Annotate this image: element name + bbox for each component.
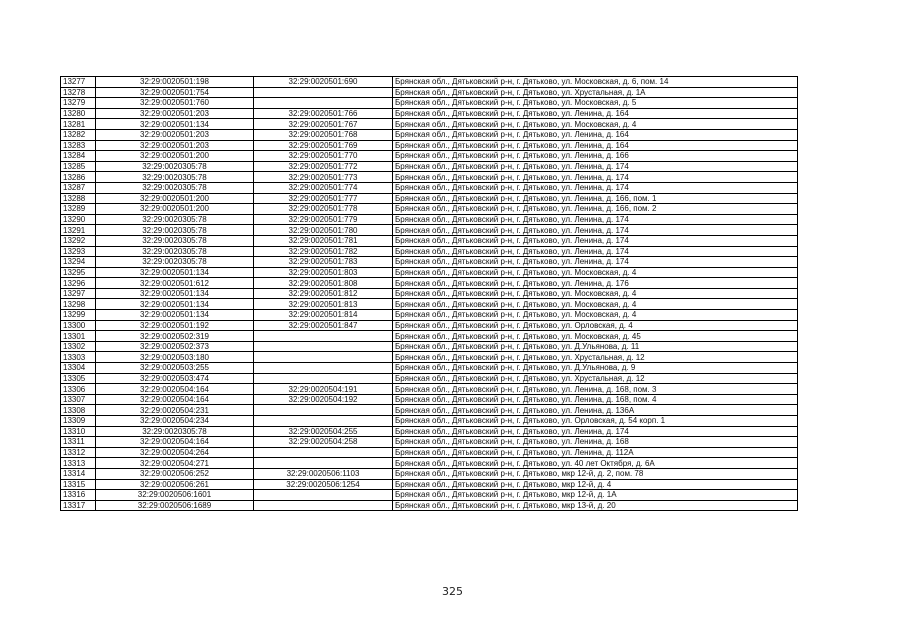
object-number-cell: [254, 458, 393, 469]
table-row: [61, 119, 798, 130]
address-cell: Брянская обл., Дятьковский р-н, г. Дятьково, ул. Московская, д. 45: [393, 331, 798, 342]
parcel-number-cell: 32:29:0020503:255: [96, 363, 254, 374]
table-row: [61, 87, 798, 98]
parcel-number-cell: 32:29:0020305:78: [96, 225, 254, 236]
parcel-number-cell: 32:29:0020504:231: [96, 405, 254, 416]
row-number-cell: 13289: [61, 204, 96, 215]
parcel-number-cell: 32:29:0020501:203: [96, 108, 254, 119]
table-row: [61, 214, 798, 225]
parcel-number-cell: 32:29:0020501:134: [96, 288, 254, 299]
object-number-cell: [254, 331, 393, 342]
row-number-cell: 13300: [61, 320, 96, 331]
row-number-cell: 13284: [61, 151, 96, 162]
address-cell: Брянская обл., Дятьковский р-н, г. Дятьково, ул. Московская, д. 4: [393, 119, 798, 130]
object-number-cell: 32:29:0020504:192: [254, 394, 393, 405]
parcel-number-cell: 32:29:0020305:78: [96, 182, 254, 193]
parcel-number-cell: 32:29:0020501:203: [96, 129, 254, 140]
object-number-cell: [254, 352, 393, 363]
parcel-number-cell: 32:29:0020503:180: [96, 352, 254, 363]
row-number-cell: 13316: [61, 490, 96, 501]
parcel-number-cell: 32:29:0020504:271: [96, 458, 254, 469]
object-number-cell: 32:29:0020501:780: [254, 225, 393, 236]
table-row: [61, 246, 798, 257]
row-number-cell: 13317: [61, 500, 96, 511]
object-number-cell: 32:29:0020501:772: [254, 161, 393, 172]
object-number-cell: 32:29:0020501:808: [254, 278, 393, 289]
object-number-cell: 32:29:0020501:767: [254, 119, 393, 130]
parcel-number-cell: 32:29:0020504:164: [96, 437, 254, 448]
table-row: [61, 299, 798, 310]
address-cell: Брянская обл., Дятьковский р-н, г. Дятьково, ул. Ленина, д. 166, пом. 1: [393, 193, 798, 204]
object-number-cell: [254, 98, 393, 109]
row-number-cell: 13314: [61, 468, 96, 479]
parcel-number-cell: 32:29:0020502:373: [96, 341, 254, 352]
table-row: [61, 98, 798, 109]
object-number-cell: 32:29:0020501:813: [254, 299, 393, 310]
address-cell: Брянская обл., Дятьковский р-н, г. Дятьково, ул. Ленина, д. 174: [393, 257, 798, 268]
object-number-cell: 32:29:0020501:778: [254, 204, 393, 215]
parcel-number-cell: 32:29:0020501:200: [96, 204, 254, 215]
row-number-cell: 13295: [61, 267, 96, 278]
object-number-cell: 32:29:0020501:847: [254, 320, 393, 331]
table-row: [61, 151, 798, 162]
row-number-cell: 13313: [61, 458, 96, 469]
parcel-number-cell: 32:29:0020305:78: [96, 257, 254, 268]
parcel-number-cell: 32:29:0020501:134: [96, 299, 254, 310]
row-number-cell: 13305: [61, 373, 96, 384]
row-number-cell: 13287: [61, 182, 96, 193]
row-number-cell: 13281: [61, 119, 96, 130]
address-cell: Брянская обл., Дятьковский р-н, г. Дятьково, ул. Ленина, д. 174: [393, 426, 798, 437]
parcel-number-cell: 32:29:0020504:164: [96, 394, 254, 405]
table-row: [61, 310, 798, 321]
address-cell: Брянская обл., Дятьковский р-н, г. Дятьково, ул. Ленина, д. 166, пом. 2: [393, 204, 798, 215]
object-number-cell: [254, 490, 393, 501]
row-number-cell: 13285: [61, 161, 96, 172]
parcel-number-cell: 32:29:0020504:164: [96, 384, 254, 395]
object-number-cell: 32:29:0020501:782: [254, 246, 393, 257]
table-row: [61, 77, 798, 88]
table-row: [61, 288, 798, 299]
parcel-number-cell: 32:29:0020506:261: [96, 479, 254, 490]
parcel-number-cell: 32:29:0020501:198: [96, 77, 254, 88]
object-number-cell: 32:29:0020501:690: [254, 77, 393, 88]
object-number-cell: 32:29:0020501:766: [254, 108, 393, 119]
object-number-cell: 32:29:0020506:1254: [254, 479, 393, 490]
object-number-cell: 32:29:0020501:814: [254, 310, 393, 321]
parcel-number-cell: 32:29:0020305:78: [96, 161, 254, 172]
table-row: [61, 468, 798, 479]
table-row: [61, 320, 798, 331]
address-cell: Брянская обл., Дятьковский р-н, г. Дятьково, ул. Орловская, д. 54 корп. 1: [393, 416, 798, 427]
address-cell: Брянская обл., Дятьковский р-н, г. Дятьково, ул. Московская, д. 4: [393, 310, 798, 321]
address-cell: Брянская обл., Дятьковский р-н, г. Дятьково, ул. Ленина, д. 164: [393, 129, 798, 140]
row-number-cell: 13288: [61, 193, 96, 204]
address-cell: Брянская обл., Дятьковский р-н, г. Дятьково, ул. Ленина, д. 168: [393, 437, 798, 448]
table-row: [61, 140, 798, 151]
object-number-cell: [254, 416, 393, 427]
row-number-cell: 13292: [61, 235, 96, 246]
address-cell: Брянская обл., Дятьковский р-н, г. Дятьково, ул. Ленина, д. 174: [393, 161, 798, 172]
parcel-number-cell: 32:29:0020305:78: [96, 235, 254, 246]
table-row: [61, 363, 798, 374]
row-number-cell: 13307: [61, 394, 96, 405]
table-row: [61, 437, 798, 448]
object-number-cell: 32:29:0020501:769: [254, 140, 393, 151]
address-cell: Брянская обл., Дятьковский р-н, г. Дятьково, ул. Ленина, д. 164: [393, 140, 798, 151]
address-cell: Брянская обл., Дятьковский р-н, г. Дятьково, ул. Д.Ульянова, д. 9: [393, 363, 798, 374]
table-row: [61, 161, 798, 172]
table-row: [61, 405, 798, 416]
address-cell: Брянская обл., Дятьковский р-н, г. Дятьково, ул. Д.Ульянова, д. 11: [393, 341, 798, 352]
row-number-cell: 13279: [61, 98, 96, 109]
address-cell: Брянская обл., Дятьковский р-н, г. Дятьково, ул. Ленина, д. 164: [393, 108, 798, 119]
object-number-cell: [254, 447, 393, 458]
parcel-number-cell: 32:29:0020501:134: [96, 119, 254, 130]
row-number-cell: 13306: [61, 384, 96, 395]
address-cell: Брянская обл., Дятьковский р-н, г. Дятьково, ул. Орловская, д. 4: [393, 320, 798, 331]
row-number-cell: 13282: [61, 129, 96, 140]
parcel-number-cell: 32:29:0020501:200: [96, 193, 254, 204]
row-number-cell: 13304: [61, 363, 96, 374]
table-row: [61, 182, 798, 193]
parcel-number-cell: 32:29:0020506:1601: [96, 490, 254, 501]
table-row: [61, 193, 798, 204]
row-number-cell: 13290: [61, 214, 96, 225]
object-number-cell: 32:29:0020504:255: [254, 426, 393, 437]
object-number-cell: 32:29:0020501:773: [254, 172, 393, 183]
address-cell: Брянская обл., Дятьковский р-н, г. Дятьково, мкр 13-й, д. 20: [393, 500, 798, 511]
row-number-cell: 13291: [61, 225, 96, 236]
row-number-cell: 13308: [61, 405, 96, 416]
address-cell: Брянская обл., Дятьковский р-н, г. Дятьково, ул. Московская, д. 5: [393, 98, 798, 109]
object-number-cell: [254, 405, 393, 416]
row-number-cell: 13280: [61, 108, 96, 119]
parcel-number-cell: 32:29:0020501:134: [96, 267, 254, 278]
row-number-cell: 13298: [61, 299, 96, 310]
object-number-cell: 32:29:0020504:258: [254, 437, 393, 448]
row-number-cell: 13296: [61, 278, 96, 289]
row-number-cell: 13312: [61, 447, 96, 458]
object-number-cell: 32:29:0020501:774: [254, 182, 393, 193]
object-number-cell: 32:29:0020501:812: [254, 288, 393, 299]
table-row: [61, 394, 798, 405]
table-row: [61, 458, 798, 469]
page-number: 325: [442, 585, 463, 598]
object-number-cell: [254, 87, 393, 98]
parcel-number-cell: 32:29:0020305:78: [96, 426, 254, 437]
row-number-cell: 13302: [61, 341, 96, 352]
address-cell: Брянская обл., Дятьковский р-н, г. Дятьково, ул. Ленина, д. 174: [393, 246, 798, 257]
object-number-cell: [254, 341, 393, 352]
table-row: [61, 416, 798, 427]
row-number-cell: 13311: [61, 437, 96, 448]
table-row: [61, 384, 798, 395]
row-number-cell: 13309: [61, 416, 96, 427]
address-cell: Брянская обл., Дятьковский р-н, г. Дятьково, ул. Московская, д. 6, пом. 14: [393, 77, 798, 88]
row-number-cell: 13286: [61, 172, 96, 183]
parcel-number-cell: 32:29:0020501:760: [96, 98, 254, 109]
parcel-number-cell: 32:29:0020506:252: [96, 468, 254, 479]
table-row: [61, 172, 798, 183]
address-cell: Брянская обл., Дятьковский р-н, г. Дятьково, ул. Ленина, д. 166: [393, 151, 798, 162]
table-row: [61, 490, 798, 501]
address-cell: Брянская обл., Дятьковский р-н, г. Дятьково, ул. Ленина, д. 112А: [393, 447, 798, 458]
table-row: [61, 235, 798, 246]
object-number-cell: 32:29:0020504:191: [254, 384, 393, 395]
object-number-cell: [254, 363, 393, 374]
table-row: [61, 108, 798, 119]
table-row: [61, 479, 798, 490]
table-row: [61, 225, 798, 236]
row-number-cell: 13299: [61, 310, 96, 321]
address-cell: Брянская обл., Дятьковский р-н, г. Дятьково, ул. Ленина, д. 176: [393, 278, 798, 289]
address-cell: Брянская обл., Дятьковский р-н, г. Дятьково, ул. Ленина, д. 174: [393, 182, 798, 193]
row-number-cell: 13294: [61, 257, 96, 268]
object-number-cell: 32:29:0020501:768: [254, 129, 393, 140]
parcel-number-cell: 32:29:0020504:234: [96, 416, 254, 427]
address-cell: Брянская обл., Дятьковский р-н, г. Дятьково, мкр 12-й, д. 2, пом. 78: [393, 468, 798, 479]
address-cell: Брянская обл., Дятьковский р-н, г. Дятьково, ул. Хрустальная, д. 12: [393, 352, 798, 363]
parcel-number-cell: 32:29:0020503:474: [96, 373, 254, 384]
table-row: [61, 447, 798, 458]
parcel-number-cell: 32:29:0020504:264: [96, 447, 254, 458]
row-number-cell: 13310: [61, 426, 96, 437]
address-cell: Брянская обл., Дятьковский р-н, г. Дятьково, мкр 12-й, д. 4: [393, 479, 798, 490]
address-cell: Брянская обл., Дятьковский р-н, г. Дятьково, ул. Московская, д. 4: [393, 267, 798, 278]
parcel-number-cell: 32:29:0020501:754: [96, 87, 254, 98]
address-cell: Брянская обл., Дятьковский р-н, г. Дятьково, ул. Ленина, д. 174: [393, 225, 798, 236]
object-number-cell: 32:29:0020501:777: [254, 193, 393, 204]
table-row: [61, 267, 798, 278]
address-cell: Брянская обл., Дятьковский р-н, г. Дятьково, ул. Московская, д. 4: [393, 299, 798, 310]
parcel-number-cell: 32:29:0020501:203: [96, 140, 254, 151]
table-row: [61, 278, 798, 289]
object-number-cell: 32:29:0020501:770: [254, 151, 393, 162]
object-number-cell: 32:29:0020506:1103: [254, 468, 393, 479]
row-number-cell: 13315: [61, 479, 96, 490]
address-cell: Брянская обл., Дятьковский р-н, г. Дятьково, ул. Ленина, д. 168, пом. 4: [393, 394, 798, 405]
table-row: [61, 341, 798, 352]
row-number-cell: 13277: [61, 77, 96, 88]
row-number-cell: 13283: [61, 140, 96, 151]
object-number-cell: 32:29:0020501:781: [254, 235, 393, 246]
address-cell: Брянская обл., Дятьковский р-н, г. Дятьково, ул. 40 лет Октября, д. 6А: [393, 458, 798, 469]
parcel-number-cell: 32:29:0020501:612: [96, 278, 254, 289]
parcel-number-cell: 32:29:0020506:1689: [96, 500, 254, 511]
table-row: [61, 500, 798, 511]
parcel-number-cell: 32:29:0020501:200: [96, 151, 254, 162]
table-row: [61, 352, 798, 363]
parcel-number-cell: 32:29:0020502:319: [96, 331, 254, 342]
row-number-cell: 13293: [61, 246, 96, 257]
object-number-cell: [254, 500, 393, 511]
address-cell: Брянская обл., Дятьковский р-н, г. Дятьково, ул. Ленина, д. 174: [393, 172, 798, 183]
table-row: [61, 257, 798, 268]
parcel-number-cell: 32:29:0020501:192: [96, 320, 254, 331]
address-cell: Брянская обл., Дятьковский р-н, г. Дятьково, ул. Хрустальная, д. 12: [393, 373, 798, 384]
object-number-cell: [254, 373, 393, 384]
address-cell: Брянская обл., Дятьковский р-н, г. Дятьково, ул. Хрустальная, д. 1А: [393, 87, 798, 98]
parcel-number-cell: 32:29:0020501:134: [96, 310, 254, 321]
object-number-cell: 32:29:0020501:783: [254, 257, 393, 268]
address-cell: Брянская обл., Дятьковский р-н, г. Дятьково, ул. Московская, д. 4: [393, 288, 798, 299]
table-row: [61, 204, 798, 215]
object-number-cell: 32:29:0020501:803: [254, 267, 393, 278]
address-cell: Брянская обл., Дятьковский р-н, г. Дятьково, мкр 12-й, д. 1А: [393, 490, 798, 501]
address-cell: Брянская обл., Дятьковский р-н, г. Дятьково, ул. Ленина, д. 136А: [393, 405, 798, 416]
table-row: [61, 426, 798, 437]
address-cell: Брянская обл., Дятьковский р-н, г. Дятьково, ул. Ленина, д. 174: [393, 214, 798, 225]
row-number-cell: 13278: [61, 87, 96, 98]
parcel-number-cell: 32:29:0020305:78: [96, 214, 254, 225]
row-number-cell: 13301: [61, 331, 96, 342]
address-cell: Брянская обл., Дятьковский р-н, г. Дятьково, ул. Ленина, д. 168, пом. 3: [393, 384, 798, 395]
parcel-number-cell: 32:29:0020305:78: [96, 172, 254, 183]
parcel-number-cell: 32:29:0020305:78: [96, 246, 254, 257]
row-number-cell: 13297: [61, 288, 96, 299]
table-row: [61, 331, 798, 342]
cadastral-table: [60, 76, 798, 511]
row-number-cell: 13303: [61, 352, 96, 363]
table-row: [61, 373, 798, 384]
table-row: [61, 129, 798, 140]
object-number-cell: 32:29:0020501:779: [254, 214, 393, 225]
table-body: [61, 77, 798, 511]
address-cell: Брянская обл., Дятьковский р-н, г. Дятьково, ул. Ленина, д. 174: [393, 235, 798, 246]
